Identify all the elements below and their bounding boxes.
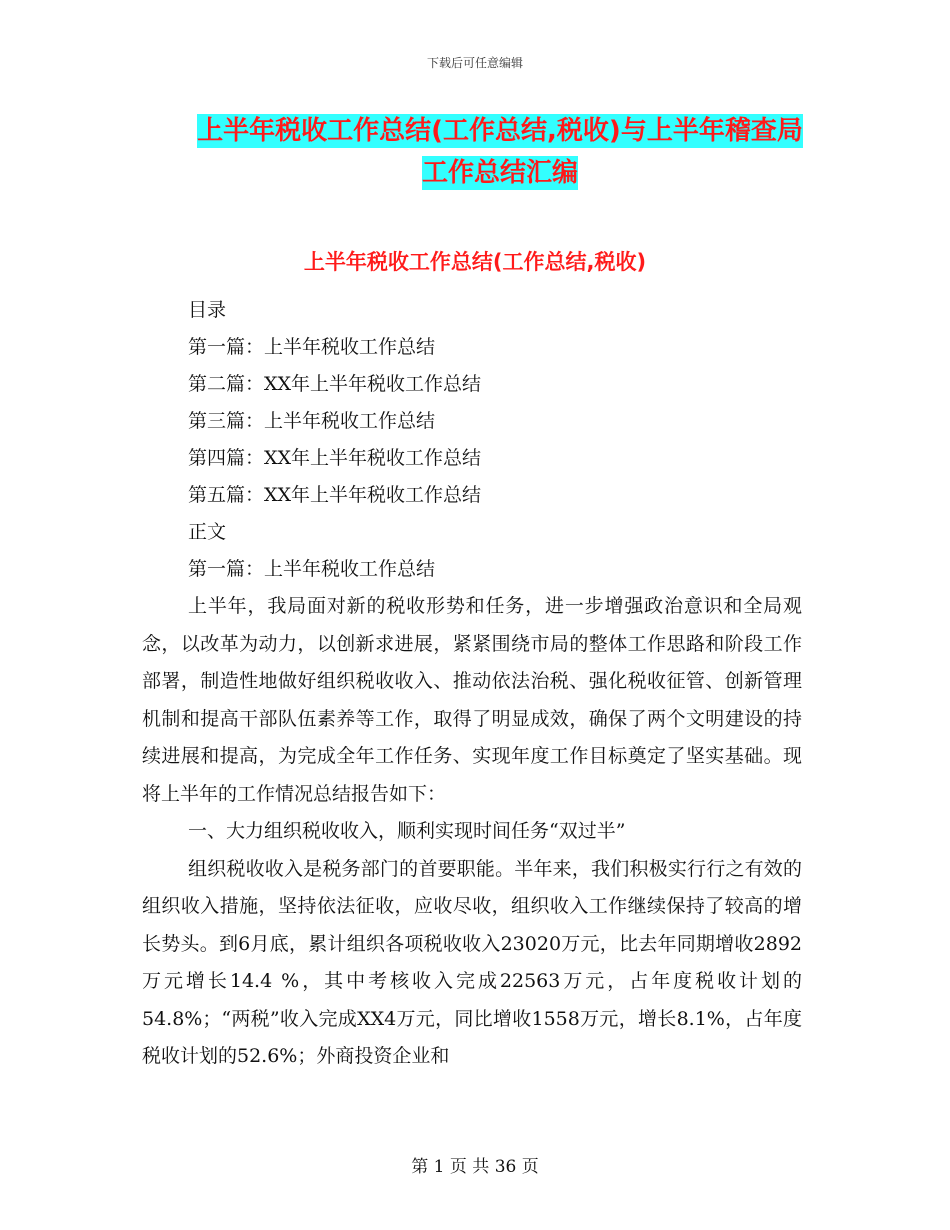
section-heading: 一、大力组织税收收入，顺利实现时间任务“双过半” <box>188 820 626 842</box>
paragraph: 组织税收收入是税务部门的首要职能。半年来，我们积极实行行之有效的组织收入措施，坚持依法征收，应收尽收，组织收入工作继续保持了较高的增长势头。到6月底，累计组织各项税收收入23020万元，比去年同期增收2892万元增长14.4 %，其中考核收入完成22563万元，占年度税收计划的54.8%；“两税”收入完成XX4万元，同比增收1558万元，增长8.1%，占年度税收计划的52.6%；外商投资企业和 <box>142 857 802 1067</box>
section-title: 上半年税收工作总结(工作总结,税收) <box>303 250 647 274</box>
toc-item: 第一篇：上半年税收工作总结 <box>188 336 436 358</box>
body-label: 正文 <box>188 521 227 543</box>
toc-item: 第四篇：XX年上半年税收工作总结 <box>188 447 482 469</box>
toc-heading: 目录 <box>188 299 227 321</box>
table-of-contents <box>188 292 828 588</box>
paragraph: 上半年，我局面对新的税收形势和任务，进一步增强政治意识和全局观念，以改革为动力，以创新求进展，紧紧围绕市局的整体工作思路和阶段工作部署，制造性地做好组织税收收入、推动依法治税、强化税收征管、创新管理机制和提高干部队伍素养等工作，取得了明显成效，确保了两个文明建设的持续进展和提高，为完成全年工作任务、实现年度工作目标奠定了坚实基础。现将上半年的工作情况总结报告如下： <box>142 595 802 805</box>
document-title-line-2: 工作总结汇编 <box>421 158 578 188</box>
header-note: 下载后可任意编辑 <box>426 56 523 70</box>
toc-item: 第三篇：上半年税收工作总结 <box>188 410 436 432</box>
toc-item: 第二篇：XX年上半年税收工作总结 <box>188 373 482 395</box>
page-number: 第 1 页 共 36 页 <box>411 1157 539 1177</box>
document-title <box>150 110 850 194</box>
document-title-line-1: 上半年税收工作总结(工作总结,税收)与上半年稽查局 <box>197 116 803 146</box>
body-text <box>142 588 802 1076</box>
chapter-heading: 第一篇：上半年税收工作总结 <box>188 558 436 580</box>
toc-item: 第五篇：XX年上半年税收工作总结 <box>188 484 482 506</box>
